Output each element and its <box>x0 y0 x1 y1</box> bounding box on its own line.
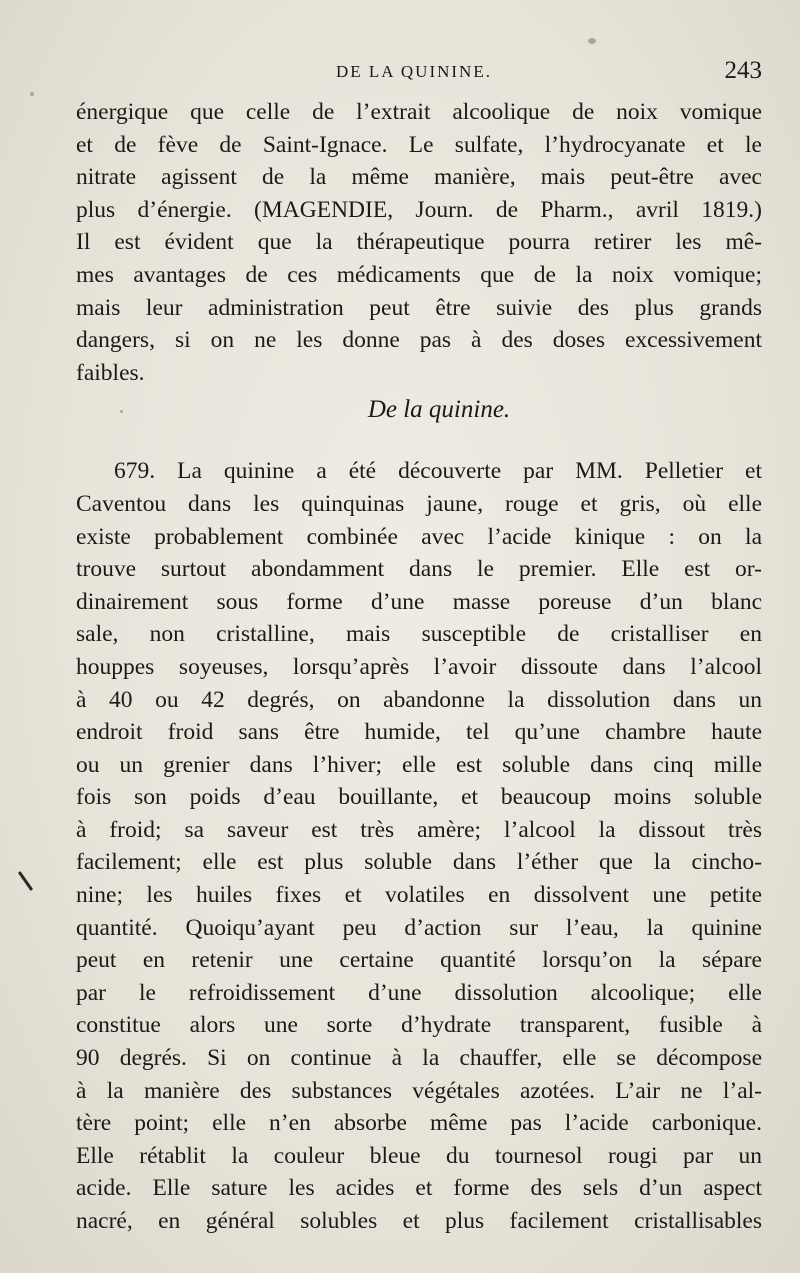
section-heading: De la quinine. <box>367 396 511 424</box>
text-line: Elle rétablit la couleur bleue du tournesol rougi par un <box>76 1142 762 1169</box>
text-line: à 40 ou 42 degrés, on abandonne la dissolution dans un <box>76 686 762 713</box>
text-line: quantité. Quoiqu’ayant peu d’action sur l’eau, la quinine <box>76 914 762 941</box>
ink-speck <box>120 410 123 413</box>
text-line: constitue alors une sorte d’hydrate transparent, fusible à <box>76 1012 762 1039</box>
ink-mark <box>18 871 33 891</box>
text-line: mais leur administration peut être suivie des plus grands <box>76 294 762 321</box>
text-line: 679. La quinine a été découverte par MM. Pelletier et <box>114 458 762 485</box>
text-line: ou un grenier dans l’hiver; elle est soluble dans cinq mille <box>76 751 762 778</box>
text-line: nitrate agissent de la même manière, mais peut-être avec <box>76 164 762 191</box>
text-line: trouve surtout abondamment dans le premier. Elle est or- <box>76 556 762 583</box>
text-line: à froid; sa saveur est très amère; l’alcool la dissout très <box>76 816 762 843</box>
page-number: 243 <box>724 57 762 84</box>
text-line: dangers, si on ne les donne pas à des doses excessivement <box>76 327 762 354</box>
text-line: faibles. <box>76 359 145 386</box>
text-line: endroit froid sans être humide, tel qu’une chambre haute <box>76 719 762 746</box>
text-line: nine; les huiles fixes et volatiles en dissolvent une petite <box>76 882 762 909</box>
text-line: Il est évident que la thérapeutique pourra retirer les mê- <box>76 229 762 256</box>
text-line: fois son poids d’eau bouillante, et beaucoup moins soluble <box>76 784 762 811</box>
text-line: énergique que celle de l’extrait alcoolique de noix vomique <box>76 99 762 125</box>
text-line: tère point; elle n’en absorbe même pas l’acide carbonique. <box>76 1110 762 1137</box>
running-title: DE LA QUININE. <box>336 62 492 81</box>
text-line: 90 degrés. Si on continue à la chauffer, elle se décompose <box>76 1045 762 1072</box>
text-line: facilement; elle est plus soluble dans l’éther que la cincho- <box>76 849 762 876</box>
text-line: existe probablement combinée avec l’acide kinique : on la <box>76 523 762 550</box>
ink-speck <box>588 38 596 44</box>
paragraph-2 <box>76 455 762 1237</box>
page-header <box>0 57 800 88</box>
ink-speck <box>30 92 34 96</box>
text-line: sale, non cristalline, mais susceptible de cristalliser en <box>76 621 762 648</box>
text-line: à la manière des substances végétales azotées. L’air ne l’al- <box>76 1077 762 1104</box>
text-line: acide. Elle sature les acides et forme des sels d’un aspect <box>76 1175 762 1202</box>
text-line: et de fève de Saint-Ignace. Le sulfate, l’hydrocyanate et le <box>76 131 762 158</box>
text-line: plus d’énergie. (MAGENDIE, Journ. de Pharm., avril 1819.) <box>76 196 762 223</box>
text-line: Caventou dans les quinquinas jaune, rouge et gris, où elle <box>76 490 762 517</box>
text-line: mes avantages de ces médicaments que de la noix vomique; <box>76 261 762 288</box>
text-line: peut en retenir une certaine quantité lorsqu’on la sépare <box>76 947 762 974</box>
text-line: nacré, en général solubles et plus facilement cristallisables <box>76 1208 762 1234</box>
body-text <box>76 96 762 1238</box>
paragraph-1 <box>76 96 762 389</box>
text-line: par le refroidissement d’une dissolution alcoolique; elle <box>76 979 762 1006</box>
text-line: houppes soyeuses, lorsqu’après l’avoir dissoute dans l’alcool <box>76 653 762 680</box>
text-line: dinairement sous forme d’une masse poreuse d’un blanc <box>76 588 762 615</box>
